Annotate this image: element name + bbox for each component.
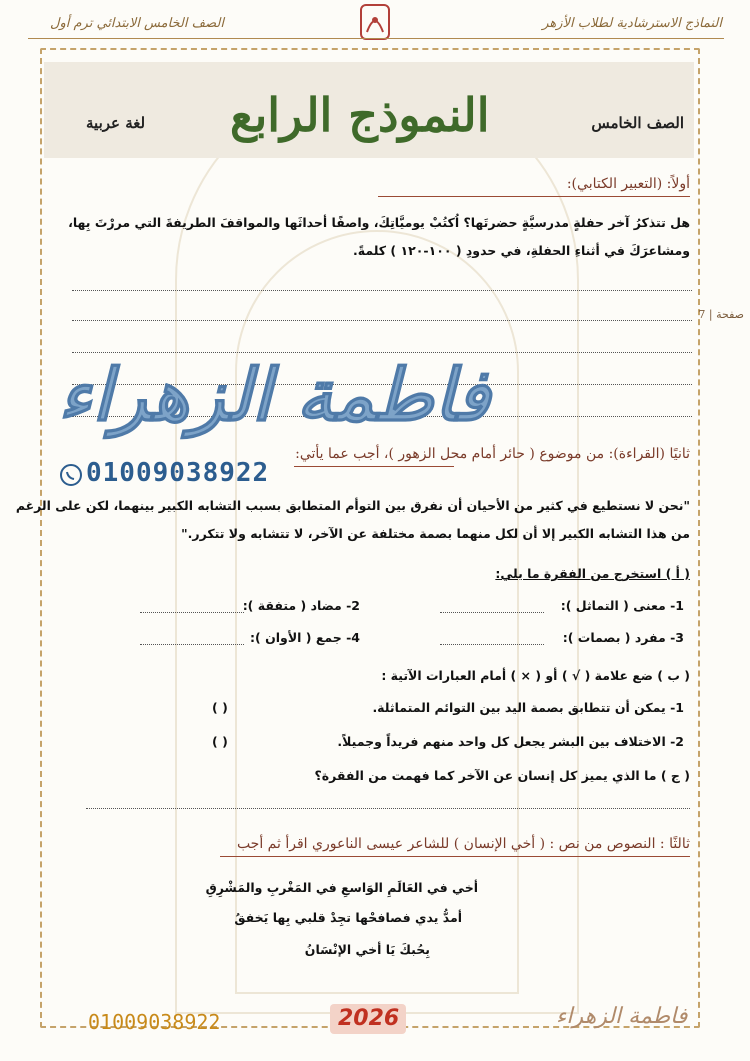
whatsapp-icon xyxy=(60,464,82,486)
section2-heading: ثانيًا (القراءة): من موضوع ( حائر أمام محل الزهور )، أجب عما يأتي: xyxy=(295,446,690,462)
subject-label: لغة عربية xyxy=(86,114,146,132)
part-b-heading: ( ب ) ضع علامة ( √ ) أو ( × ) أمام العبارات الآتية : xyxy=(381,668,690,683)
poem-line3: بِحُبكَ يَا أخي الإنْسَانُ xyxy=(304,942,430,957)
statement-2: 2- الاختلاف بين البشر يجعل كل واحد منهم فريداً وجميلاً. xyxy=(337,734,684,749)
answer-blank-2 xyxy=(140,612,244,613)
footer-year: 2026 xyxy=(338,1006,400,1031)
watermark-logo: فاطمة الزهراء xyxy=(58,352,491,437)
section3-heading: ثالثًا : النصوص من نص : ( أخي الإنسان ) للشاعر عيسى الناعوري اقرأ ثم أجب xyxy=(236,836,690,852)
part-a-heading: ( أ ) استخرج من الفقرة ما يلي: xyxy=(495,566,690,581)
grade-label: الصف الخامس xyxy=(591,114,684,132)
exam-title: النموذج الرابع xyxy=(230,88,490,142)
footer-phone: 01009038922 xyxy=(88,1010,221,1034)
question-2: 2- مضاد ( متفقة ): xyxy=(242,598,360,613)
section2-heading-underline xyxy=(294,466,454,467)
poem-line2: أمدُّ يدي فصافحْها تجِدْ قلبي بِها يَخفقُ xyxy=(234,910,462,925)
section1-heading-underline xyxy=(378,196,690,197)
answer-line xyxy=(72,290,692,291)
statement-1-answer-box[interactable]: ( ) xyxy=(212,700,228,715)
passage-line2: من هذا التشابه الكبير إلا أن لكل منهما بصمة مختلفة عن الآخر، لا تتشابه ولا تتكرر." xyxy=(181,526,690,541)
answer-blank-1 xyxy=(440,612,544,613)
answer-blank-4 xyxy=(140,644,244,645)
footer-logo: فاطمة الزهراء xyxy=(556,1004,688,1029)
section1-heading: أولاً: (التعبير الكتابي): xyxy=(566,176,690,192)
header-divider xyxy=(28,38,724,39)
watermark-phone: 01009038922 xyxy=(86,458,270,488)
answer-line xyxy=(86,808,690,809)
section1-prompt-line1: هل تتذكرُ آخر حفلةٍ مدرسيَّةٍ حضرتَها؟ اُكتُبْ يوميَّاتِكَ، واصفًا أحداثَها والمواقفَ الطريفةَ التي مررْتَ بِها، xyxy=(68,215,690,230)
header-right-title: النماذج الاسترشادية لطلاب الأزهر xyxy=(542,16,722,31)
poem-line1: أخي في العَالَمِ الوَاسعِ في المَغْربِ والمَشْرِقِ xyxy=(205,880,478,895)
page-number: صفحة | 7 xyxy=(698,308,744,321)
question-1: 1- معنى ( التماثل ): xyxy=(560,598,684,613)
header-emblem-icon xyxy=(360,4,390,40)
header-left-title: الصف الخامس الابتدائي ترم أول xyxy=(50,16,224,31)
section1-prompt-line2: ومشاعرَكَ في أثناءِ الحفلةِ، في حدودِ ( ١٠٠-١٢٠ ) كلمةً. xyxy=(352,243,690,258)
statement-1: 1- يمكن أن تتطابق بصمة اليد بين التوائم المتماثلة. xyxy=(372,700,684,715)
question-3: 3- مفرد ( بصمات ): xyxy=(562,630,684,645)
part-c-question: ( ج ) ما الذي يميز كل إنسان عن الآخر كما فهمت من الفقرة؟ xyxy=(314,768,690,783)
question-4: 4- جمع ( الأوان ): xyxy=(250,630,360,645)
answer-blank-3 xyxy=(440,644,544,645)
answer-line xyxy=(72,320,692,321)
statement-2-answer-box[interactable]: ( ) xyxy=(212,734,228,749)
passage-line1: "نحن لا نستطيع في كثير من الأحيان أن نفرق بين التوأم المتطابق بسبب التشابه الكبير بينهما، لكن على الرغم xyxy=(15,498,690,513)
section3-heading-underline xyxy=(220,856,690,857)
